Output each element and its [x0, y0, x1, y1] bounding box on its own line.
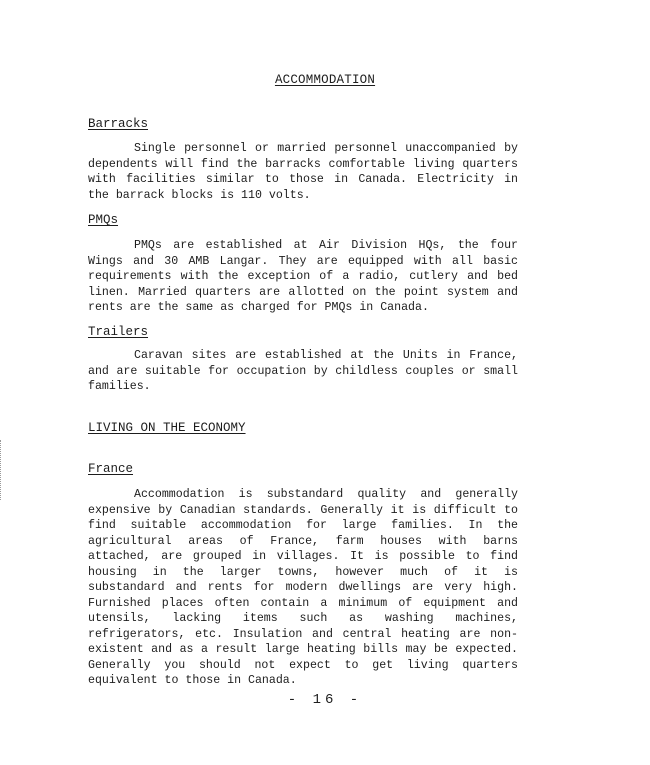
heading-pmqs: PMQs	[88, 213, 119, 227]
heading-trailers: Trailers	[88, 325, 149, 339]
paragraph-trailers: Caravan sites are established at the Units in France, and are suitable for occupation by childless couples or small families.	[88, 349, 518, 393]
heading-living-on-the-economy: LIVING ON THE ECONOMY	[88, 421, 246, 435]
heading-barracks: Barracks	[88, 117, 149, 131]
page-number: - 16 -	[287, 692, 363, 708]
paragraph-barracks: Single personnel or married personnel unaccompanied by dependents will find the barracks comfortable living quarters with facilities similar to those in Canada. Electricity in the barrack blocks is 110 volts.	[88, 142, 518, 202]
page-title	[0, 73, 650, 87]
paragraph-france: Accommodation is substandard quality and generally expensive by Canadian standards. Generally it is difficult to find suitable accommodation for large families. In the agricultural areas of France, farm houses with barns attached, are grouped in villages. It is possible to find housing in the larger towns, however much of it is substandard and rents for modern dwellings are very high. Furnished places often contain a minimum of equipment and utensils, lacking items such as washing machines, refrigerators, etc. Insulation and central heating are non-existent and as a result large heating bills may be expected. Generally you should not expect to get living quarters equivalent to those in Canada.	[88, 488, 518, 687]
paragraph-pmqs: PMQs are established at Air Division HQs, the four Wings and 30 AMB Langar. They are equipped with all basic requirements with the exception of a radio, cutlery and bed linen. Married quarters are allotted on the point system and rents are the same as charged for PMQs in Canada.	[88, 239, 518, 314]
heading-france: France	[88, 462, 134, 476]
page-title-text: ACCOMMODATION	[274, 73, 376, 87]
margin-mark	[0, 440, 3, 500]
